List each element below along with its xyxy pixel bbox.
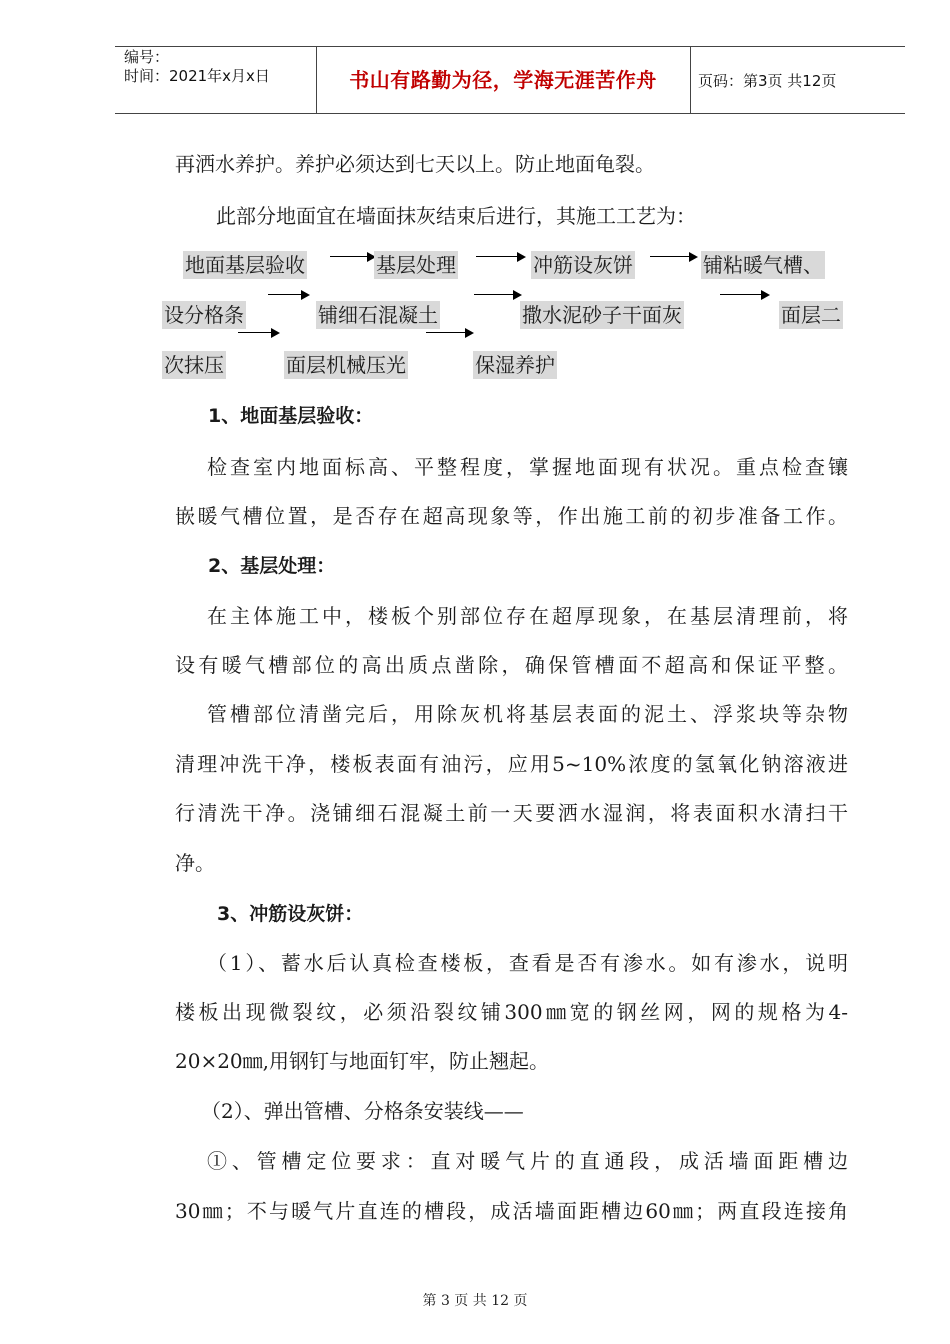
paragraph-line: （1）、蓄水后认真检查楼板，查看是否有渗水。如有渗水，说明: [207, 951, 848, 975]
flow-arrow-icon: [238, 328, 280, 338]
flow-step: 设分格条: [164, 303, 244, 327]
paragraph-line: 检查室内地面标高、平整程度，掌握地面现有状况。重点检查镶: [207, 455, 848, 479]
flow-arrow-icon: [474, 290, 522, 300]
flow-arrow-icon: [426, 328, 474, 338]
flow-step: 冲筋设灰饼: [533, 253, 633, 277]
flow-step: 撒水泥砂子干面灰: [522, 303, 682, 327]
flow-step: 铺细石混凝土: [318, 303, 438, 327]
flow-step: 面层机械压光: [286, 353, 406, 377]
header-page-info: 页码：第3页 共12页: [698, 72, 837, 90]
paragraph-line: 楼板出现微裂纹，必须沿裂纹铺300㎜宽的钢丝网，网的规格为4-: [175, 1000, 848, 1024]
section-heading: 1、地面基层验收：: [208, 405, 374, 427]
paragraph-line: 20×20㎜,用钢钉与地面钉牢，防止翘起。: [175, 1049, 550, 1073]
section-heading: 3、冲筋设灰饼：: [217, 903, 364, 925]
flow-arrow-icon: [476, 252, 526, 262]
paragraph-line: 管槽部位清凿完后，用除灰机将基层表面的泥土、浮浆块等杂物: [207, 702, 848, 726]
paragraph-line: 净。: [175, 851, 215, 875]
flow-arrow-icon: [268, 290, 310, 300]
flow-step: 次抹压: [164, 353, 224, 377]
flow-step: 地面基层验收: [185, 253, 305, 277]
flow-arrow-icon: [720, 290, 770, 300]
paragraph-line: （2）、弹出管槽、分格条安装线——: [201, 1099, 524, 1123]
header-top-rule: [115, 46, 905, 47]
document-time-label: 时间：2021年x月x日: [124, 67, 270, 85]
paragraph-line: ①、管槽定位要求：直对暖气片的直通段，成活墙面距槽边: [207, 1149, 848, 1173]
paragraph-line: 在主体施工中，楼板个别部位存在超厚现象，在基层清理前，将: [207, 604, 848, 628]
paragraph-line: 嵌暖气槽位置，是否存在超高现象等，作出施工前的初步准备工作。: [175, 504, 848, 528]
footer-page-number: 第 3 页 共 12 页: [422, 1293, 528, 1309]
paragraph-line: 此部分地面宜在墙面抹灰结束后进行，其施工工艺为：: [216, 204, 696, 228]
header-divider-right: [690, 46, 691, 113]
flow-step: 面层二: [781, 303, 841, 327]
paragraph-line: 30㎜；不与暖气片直连的槽段，成活墙面距槽边60㎜；两直段连接角: [175, 1199, 848, 1223]
paragraph-line: 行清洗干净。浇铺细石混凝土前一天要洒水湿润，将表面积水清扫干: [175, 801, 848, 825]
paragraph-line: 清理冲洗干净，楼板表面有油污，应用5~10%浓度的氢氧化钠溶液进: [175, 752, 848, 776]
paragraph-line: 设有暖气槽部位的高出质点凿除，确保管槽面不超高和保证平整。: [175, 653, 848, 677]
header-bottom-rule: [115, 113, 905, 114]
paragraph-line: 再洒水养护。养护必须达到七天以上。防止地面龟裂。: [175, 152, 655, 176]
flow-arrow-icon: [650, 252, 698, 262]
flow-step: 铺粘暖气槽、: [703, 253, 823, 277]
header-motto: 书山有路勤为径，学海无涯苦作舟: [349, 68, 657, 92]
flow-step: 基层处理: [376, 253, 456, 277]
section-heading: 2、基层处理：: [208, 555, 336, 577]
flow-arrow-icon: [330, 252, 376, 262]
header-meta: [124, 48, 270, 86]
flow-step: 保湿养护: [475, 353, 555, 377]
document-number-label: 编号：: [124, 48, 170, 66]
